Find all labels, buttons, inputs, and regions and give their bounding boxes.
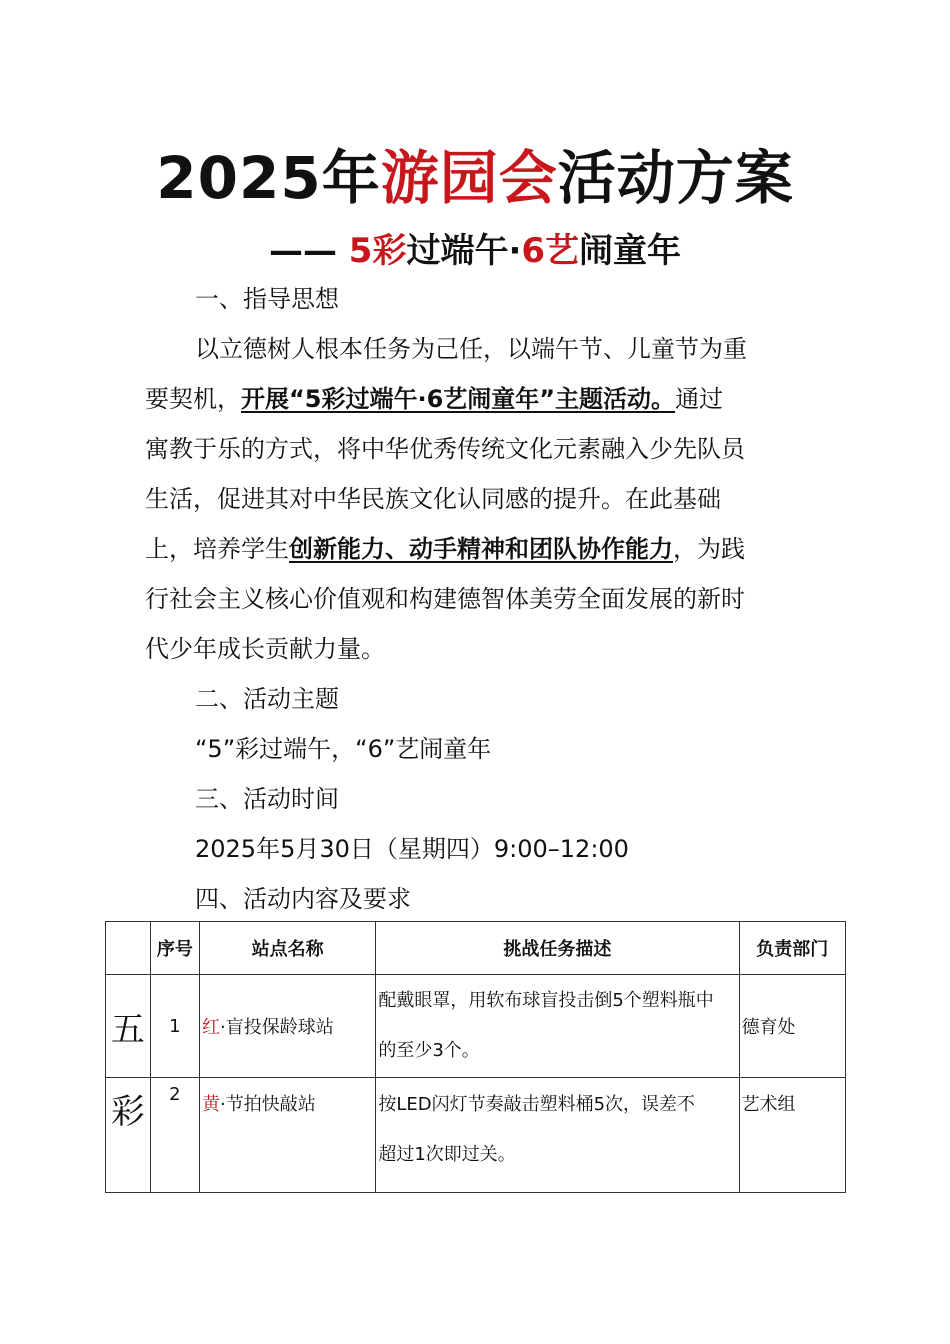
station-name [200, 975, 376, 1078]
subtitle-five-colors: 5彩 [348, 231, 407, 271]
title-year: 2025年 [156, 144, 381, 212]
subtitle-end: 闹童年 [579, 231, 682, 271]
para-text: ，为践 [673, 535, 745, 563]
station-label: ·盲投保龄球站 [220, 1017, 334, 1038]
table-header-row [106, 922, 846, 975]
title-suffix: 活动方案 [557, 144, 794, 212]
para-line: 生活，促进其对中华民族文化认同感的提升。在此基础 [145, 485, 721, 513]
station-name [200, 1078, 376, 1193]
para-line: 寓教于乐的方式，将中华优秀传统文化元素融入少先队员 [145, 435, 745, 463]
para-text: 要契机， [145, 385, 241, 413]
table-header-cell [106, 922, 151, 975]
para-line: 代少年成长贡献力量。 [145, 635, 385, 663]
activity-table [105, 921, 846, 1193]
task-description-line: 的至少3个。 [378, 1040, 480, 1061]
table-header-cell: 负责部门 [739, 922, 846, 975]
para-line: 行社会主义核心价值观和构建德智体美劳全面发展的新时 [145, 585, 745, 613]
department: 艺术组 [739, 1078, 846, 1193]
guiding-idea-paragraph [145, 324, 810, 674]
document-title [0, 142, 950, 214]
table-header-cell: 序号 [150, 922, 199, 975]
section-heading-theme: 二、活动主题 [195, 685, 339, 713]
task-description-line: 配戴眼罩，用软布球盲投击倒5个塑料瓶中 [378, 990, 714, 1011]
document-subtitle [0, 226, 950, 276]
para-text: 上，培养学生 [145, 535, 289, 563]
section-heading-guiding-idea: 一、指导思想 [195, 285, 339, 313]
station-color: 黄 [202, 1094, 220, 1115]
para-line: 以立德树人根本任务为己任，以端午节、儿童节为重 [195, 335, 747, 363]
station-label: ·节拍快敲站 [220, 1094, 316, 1115]
task-description [376, 975, 739, 1078]
para-emphasis-abilities: 创新能力、动手精神和团队协作能力 [289, 535, 673, 563]
department: 德育处 [739, 975, 846, 1078]
task-description-line: 超过1次即过关。 [378, 1144, 516, 1165]
para-line [145, 374, 810, 424]
task-description-line: 按LED闪灯节奏敲击塑料桶5次，误差不 [378, 1094, 696, 1115]
section-heading-time: 三、活动时间 [195, 785, 339, 813]
task-description [376, 1078, 739, 1193]
para-emphasis-theme: 开展“5彩过端午·6艺闹童年”主题活动。 [241, 385, 676, 413]
table-row [106, 1078, 846, 1193]
group-label-cell: 彩 [106, 1078, 151, 1193]
row-number: 1 [150, 975, 199, 1078]
para-line [145, 524, 810, 574]
title-highlight: 游园会 [380, 144, 558, 212]
group-label-cell: 五 [106, 975, 151, 1078]
subtitle-dash: —— [268, 231, 349, 271]
subtitle-middle: 过端午· [406, 231, 522, 271]
activity-theme-text: “5”彩过端午，“6”艺闹童年 [195, 735, 492, 763]
row-number: 2 [150, 1078, 199, 1193]
para-text: 通过 [675, 385, 724, 413]
table-header-cell: 站点名称 [200, 922, 376, 975]
station-color: 红 [202, 1017, 220, 1038]
section-heading-content: 四、活动内容及要求 [195, 885, 411, 913]
table-header-cell: 挑战任务描述 [376, 922, 739, 975]
activity-time-text: 2025年5月30日（星期四）9:00–12:00 [195, 835, 629, 863]
table-row [106, 975, 846, 1078]
subtitle-six-arts: 6艺 [521, 231, 580, 271]
